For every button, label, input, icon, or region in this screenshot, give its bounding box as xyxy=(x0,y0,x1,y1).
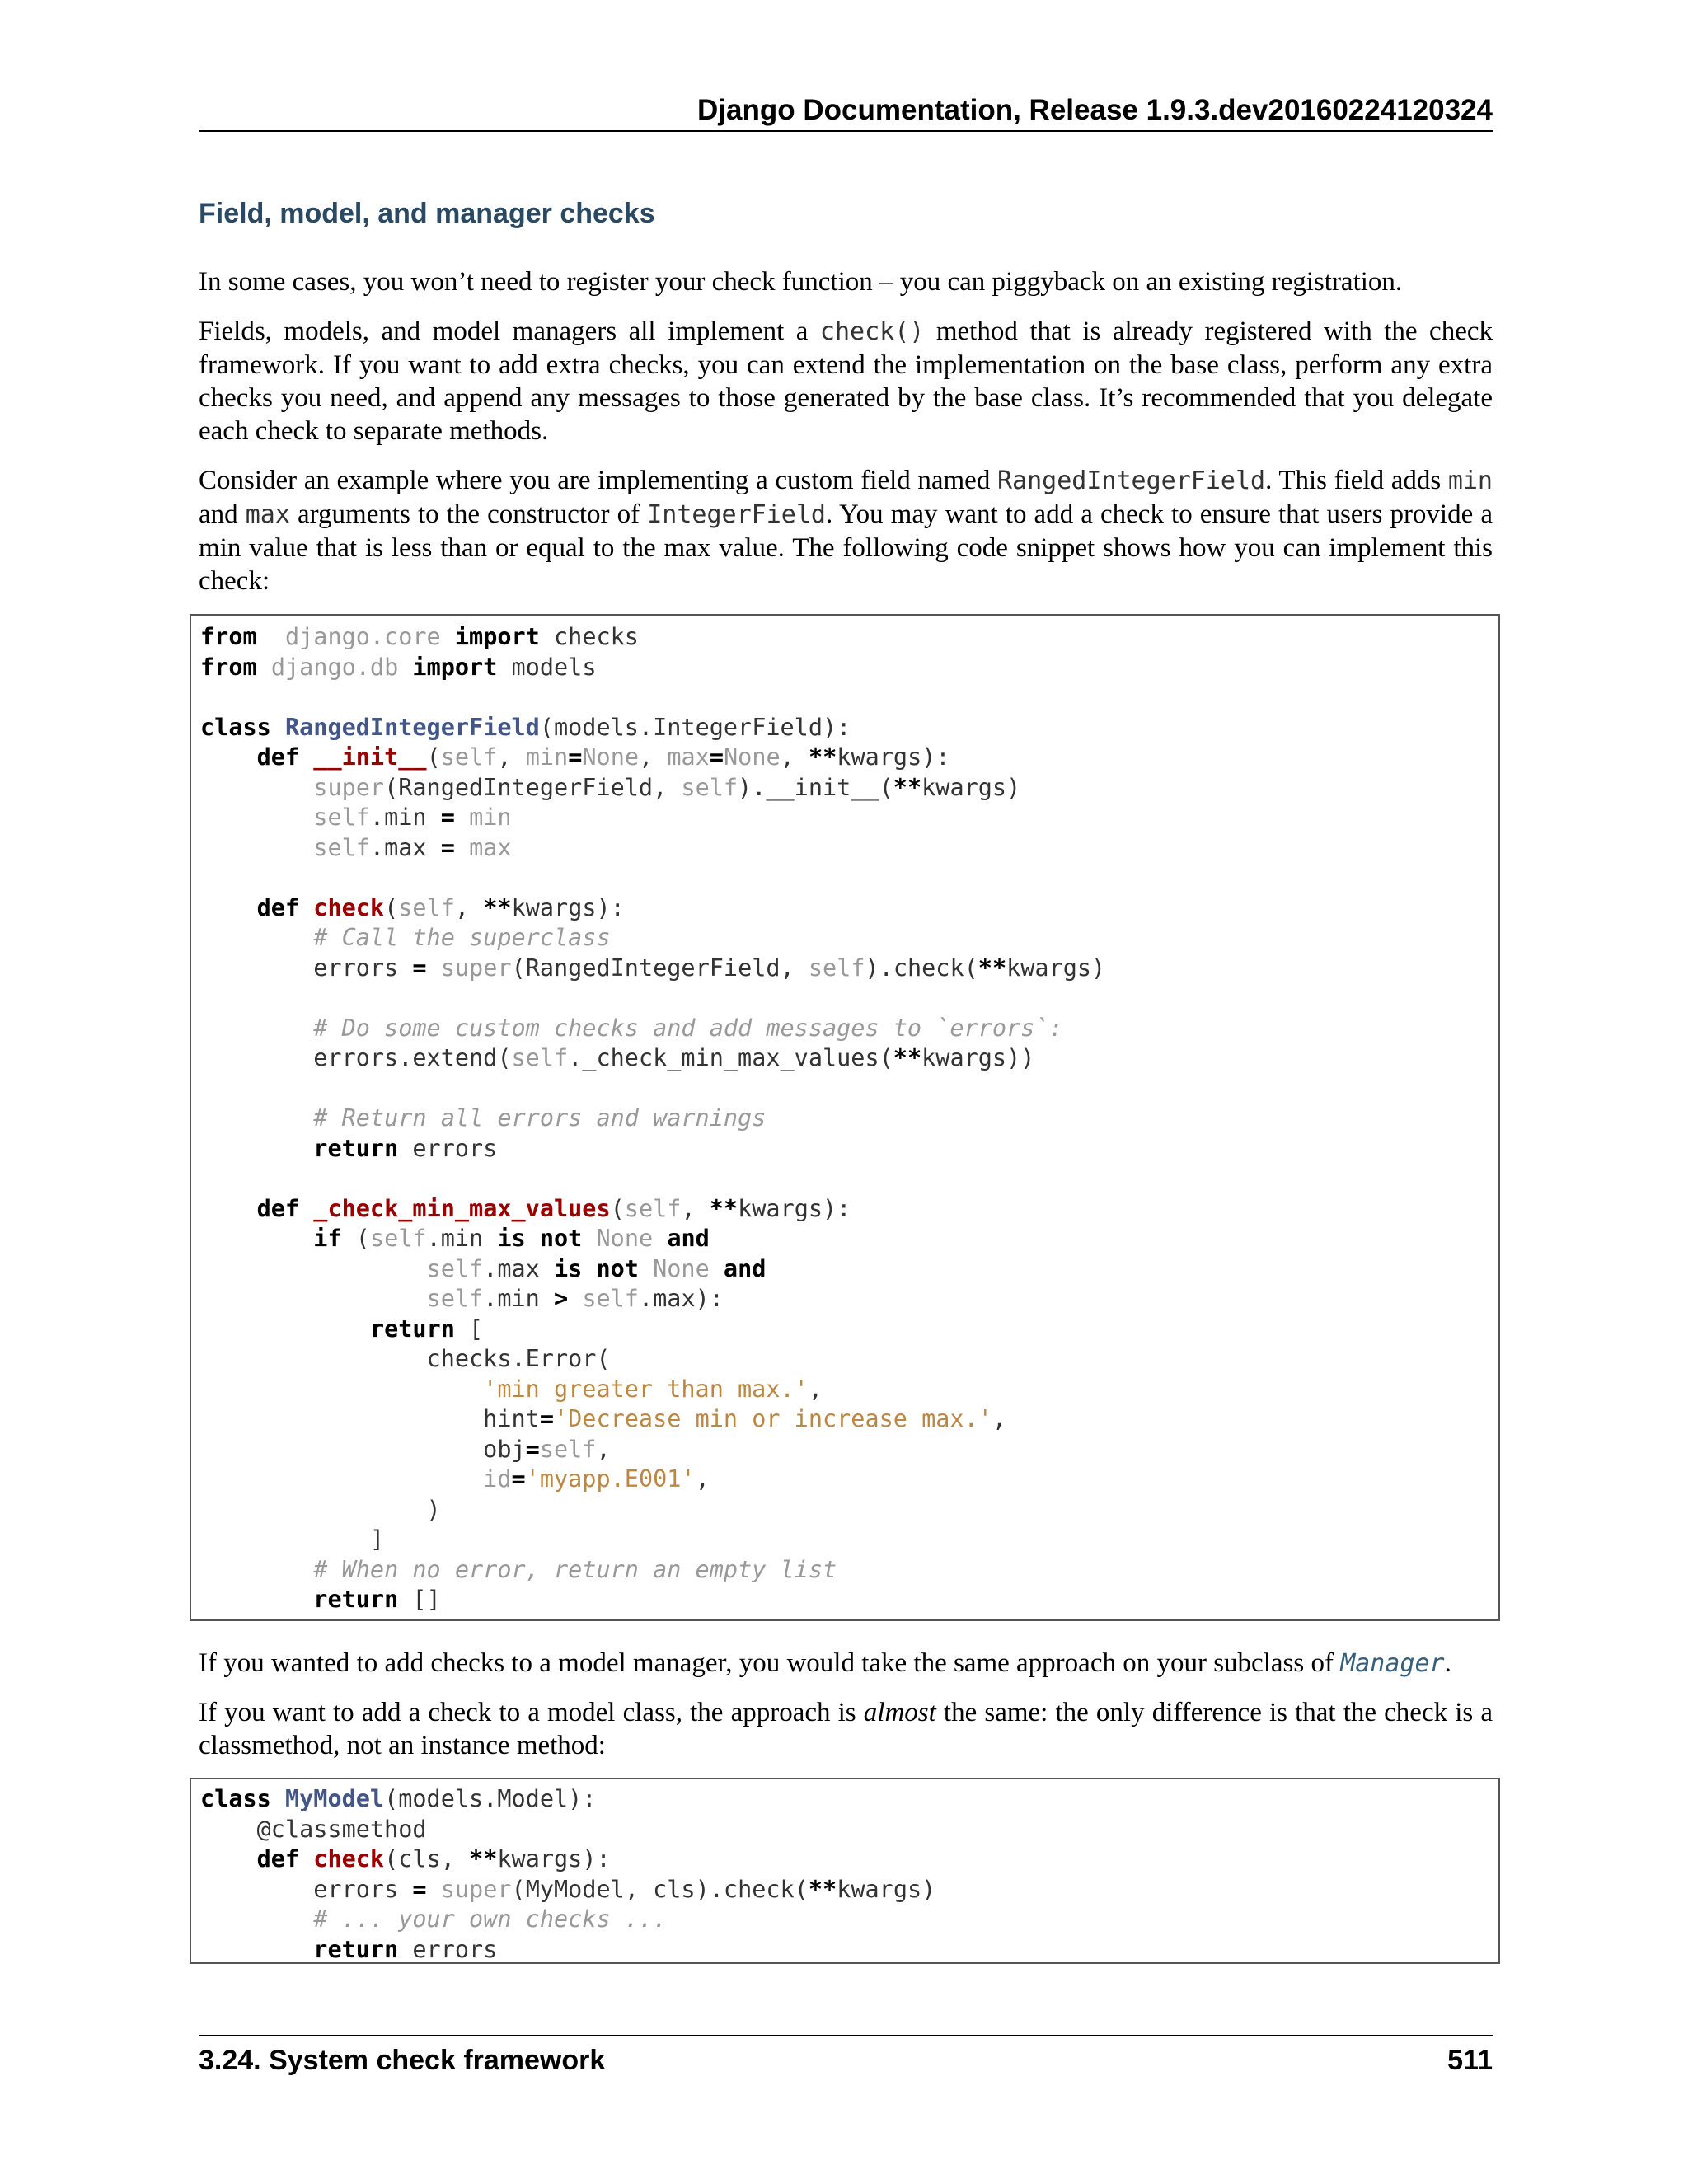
code-token: 'Decrease min or increase max.' xyxy=(553,1405,992,1432)
code-token: self xyxy=(313,804,370,831)
code-token: self xyxy=(539,1435,597,1463)
code-token: ._check_min_max_values( xyxy=(568,1044,893,1071)
code-token: errors.extend( xyxy=(200,1044,512,1071)
code-token: kwargs): xyxy=(738,1194,851,1222)
code-token: checks.Error( xyxy=(200,1345,611,1372)
manager-link[interactable]: Manager xyxy=(1340,1649,1445,1678)
code-line xyxy=(200,1104,1498,1134)
code-line xyxy=(200,1194,1498,1225)
paragraph-text: arguments to the constructor of xyxy=(289,499,648,529)
code-line xyxy=(200,653,1498,683)
paragraph-text: the same: the only difference is that the check is a classmethod, not an instance method: xyxy=(199,1698,1493,1760)
code-token: = xyxy=(525,1435,540,1463)
code-token: .max xyxy=(483,1254,554,1282)
code-token: , xyxy=(596,1435,611,1463)
code-token: is not xyxy=(497,1225,583,1252)
code-token xyxy=(200,1104,313,1132)
code-token: ** xyxy=(893,773,922,801)
paragraph-text: . You may want to add a check to ensure that users provide a min value that is less than or equal to the max value. The following code snippet shows how you can implement this check: xyxy=(199,499,1493,596)
code-token: 'myapp.E001' xyxy=(525,1465,696,1493)
code-line xyxy=(200,743,1498,773)
code-token xyxy=(639,1255,653,1282)
code-token: ** xyxy=(978,954,1007,982)
code-token: ** xyxy=(709,1194,738,1222)
code-token: return xyxy=(313,1935,399,1963)
code-token xyxy=(271,714,285,741)
code-line xyxy=(200,1905,1498,1935)
code-token: and xyxy=(667,1225,710,1252)
code-token: return xyxy=(369,1315,455,1343)
code-token xyxy=(200,1225,313,1252)
code-token: .max xyxy=(369,833,441,861)
code-block-my-model xyxy=(190,1778,1500,1964)
code-token: self xyxy=(624,1194,682,1222)
code-token: check xyxy=(313,893,385,921)
code-token: id xyxy=(483,1465,512,1493)
code-token: self xyxy=(313,833,370,861)
paragraph-text: Fields, models, and model managers all implement a xyxy=(199,316,820,346)
code-token: ] xyxy=(200,1526,385,1553)
code-line xyxy=(200,983,1498,1014)
code-token: errors xyxy=(398,1134,498,1162)
code-token xyxy=(200,774,313,801)
code-token xyxy=(271,1785,285,1812)
paragraph-example xyxy=(199,464,1493,598)
code-token: _check_min_max_values xyxy=(313,1194,611,1222)
code-line xyxy=(200,1844,1498,1875)
code-line xyxy=(200,954,1498,984)
code-token: checks xyxy=(539,623,639,650)
code-line xyxy=(200,893,1498,924)
code-token xyxy=(200,924,313,951)
code-token xyxy=(299,1195,313,1222)
code-line xyxy=(200,1465,1498,1495)
code-token: = xyxy=(412,1875,427,1903)
code-token: , xyxy=(454,893,484,921)
code-token: django.core xyxy=(284,623,441,650)
code-token: kwargs) xyxy=(837,1875,936,1903)
code-token: MyModel xyxy=(284,1785,385,1812)
code-token: = xyxy=(568,743,583,771)
code-token: import xyxy=(454,623,540,650)
code-token: super xyxy=(313,773,385,801)
code-token: .min xyxy=(426,1225,498,1252)
inline-code: check() xyxy=(819,317,925,346)
code-line xyxy=(200,863,1498,893)
code-line xyxy=(200,1164,1498,1194)
code-token xyxy=(200,894,257,921)
code-token: min xyxy=(525,743,569,771)
code-token xyxy=(200,1285,427,1312)
code-token xyxy=(200,743,257,771)
code-token: hint xyxy=(200,1405,540,1432)
code-line xyxy=(200,1404,1498,1435)
code-token: is not xyxy=(553,1254,639,1282)
code-token: 'min greater than max.' xyxy=(483,1375,809,1403)
code-line xyxy=(200,622,1498,653)
header-rule xyxy=(199,130,1493,132)
code-token: .min xyxy=(369,804,441,831)
paragraph-check-method xyxy=(199,315,1493,448)
code-token: def xyxy=(256,743,300,771)
code-token: (MyModel, cls).check( xyxy=(511,1875,809,1903)
code-token xyxy=(455,804,469,831)
code-token xyxy=(200,1556,313,1583)
code-token: # Return all errors and warnings xyxy=(313,1104,767,1132)
code-token: (models.IntegerField): xyxy=(539,713,851,741)
code-token: max xyxy=(667,743,710,771)
code-token: None xyxy=(582,743,640,771)
code-token: min xyxy=(469,804,512,831)
code-token: , xyxy=(695,1465,710,1493)
code-line xyxy=(200,1014,1498,1044)
code-token: def xyxy=(256,1194,300,1222)
code-token: # Call the superclass xyxy=(313,924,611,951)
code-token xyxy=(200,1845,257,1872)
code-line xyxy=(200,1555,1498,1586)
code-token: class xyxy=(200,713,271,741)
code-token: self xyxy=(808,954,865,982)
code-token: ).__init__( xyxy=(738,773,893,801)
paragraph-text: and xyxy=(199,499,246,529)
paragraph-model-class xyxy=(199,1696,1493,1762)
code-line xyxy=(200,1935,1498,1965)
code-line xyxy=(200,833,1498,864)
code-token: (models.Model): xyxy=(384,1785,597,1812)
code-token: # ... your own checks ... xyxy=(313,1905,668,1933)
code-token xyxy=(200,1255,427,1282)
code-token: ( xyxy=(610,1194,625,1222)
code-token: ( xyxy=(341,1225,370,1252)
code-token: ) xyxy=(200,1495,441,1523)
code-line xyxy=(200,682,1498,713)
code-line xyxy=(200,1525,1498,1555)
paragraph-text: If you wanted to add checks to a model manager, you would take the same approach on your subclass of xyxy=(199,1648,1341,1678)
code-token xyxy=(200,1376,483,1403)
code-token: ** xyxy=(893,1044,922,1071)
code-token: # When no error, return an empty list xyxy=(313,1555,837,1583)
code-line xyxy=(200,1344,1498,1375)
code-line xyxy=(200,773,1498,804)
code-token: .min xyxy=(483,1285,554,1312)
code-token: self xyxy=(426,1285,484,1312)
paragraph-manager xyxy=(199,1647,1493,1680)
code-token xyxy=(441,623,455,650)
code-token xyxy=(427,1876,441,1903)
code-token xyxy=(200,1936,313,1963)
code-token: self xyxy=(398,893,455,921)
code-token: obj xyxy=(200,1435,526,1463)
code-token: class xyxy=(200,1785,271,1812)
code-token: = xyxy=(709,743,724,771)
code-token: [] xyxy=(398,1586,441,1613)
paragraph-text: If you want to add a check to a model class, the approach is xyxy=(199,1698,864,1727)
code-token: = xyxy=(511,1465,526,1493)
code-token xyxy=(257,623,285,650)
code-token: (RangedIntegerField, xyxy=(511,954,809,982)
code-token: self xyxy=(440,743,498,771)
inline-code: min xyxy=(1447,466,1493,495)
code-line xyxy=(200,1495,1498,1526)
code-token: return xyxy=(313,1134,399,1162)
code-token: , xyxy=(681,1194,710,1222)
paragraph-text: . This field adds xyxy=(1265,466,1448,495)
code-token: super xyxy=(440,954,512,982)
footer-rule xyxy=(199,2035,1493,2036)
code-token: kwargs): xyxy=(837,743,950,771)
code-line xyxy=(200,713,1498,743)
inline-code: RangedIntegerField xyxy=(996,466,1266,495)
code-line xyxy=(200,1315,1498,1345)
code-line xyxy=(200,1074,1498,1104)
code-token: , xyxy=(808,1375,823,1403)
code-block-ranged-integer-field xyxy=(190,614,1500,1621)
code-token xyxy=(299,894,313,921)
code-token: @classmethod xyxy=(200,1815,427,1843)
code-token xyxy=(200,1315,370,1343)
code-token: ).check( xyxy=(865,954,978,982)
code-token: (cls, xyxy=(384,1845,470,1872)
code-token: def xyxy=(256,893,300,921)
code-token xyxy=(582,1225,596,1252)
code-token: RangedIntegerField xyxy=(284,713,540,741)
paragraph-text: . xyxy=(1444,1648,1451,1678)
code-token: django.db xyxy=(270,653,399,681)
code-token: , xyxy=(780,743,809,771)
code-token: None xyxy=(596,1225,654,1252)
code-token xyxy=(200,1135,313,1162)
code-token xyxy=(398,654,412,681)
code-token: ** xyxy=(483,893,512,921)
code-token: None xyxy=(653,1254,710,1282)
code-token xyxy=(200,1586,313,1613)
code-token: self xyxy=(369,1225,427,1252)
code-token xyxy=(299,1845,313,1872)
code-token xyxy=(568,1285,582,1312)
running-header: Django Documentation, Release 1.9.3.dev20160224120324 xyxy=(697,94,1493,126)
page-number: 511 xyxy=(1447,2045,1493,2076)
code-token xyxy=(653,1225,667,1252)
code-line xyxy=(200,923,1498,954)
code-token: ** xyxy=(808,743,837,771)
code-token xyxy=(455,834,469,861)
code-line xyxy=(200,1254,1498,1285)
code-token: return xyxy=(313,1586,399,1613)
code-token: .max): xyxy=(638,1285,724,1312)
code-token: and xyxy=(723,1254,767,1282)
paragraph-text: Consider an example where you are implementing a custom field named xyxy=(199,466,997,495)
code-token: from xyxy=(200,653,257,681)
code-token: = xyxy=(412,954,427,982)
paragraph-intro xyxy=(199,265,1493,298)
paragraph-text: In some cases, you won’t need to register your check function – you can piggyback on an existing registration. xyxy=(199,267,1403,297)
code-token: ( xyxy=(426,743,441,771)
code-token: if xyxy=(313,1225,342,1252)
code-line xyxy=(200,1875,1498,1905)
code-token: self xyxy=(511,1044,569,1071)
emphasis-text: almost xyxy=(863,1698,936,1727)
code-token: errors xyxy=(200,1875,413,1903)
code-token: = xyxy=(539,1405,554,1432)
section-title: Field, model, and manager checks xyxy=(199,198,655,229)
paragraph-text: method that is already registered with the check framework. If you want to add extra checks, you can extend the implementation on the base class, perform any extra checks you need, and append any messages to those generated by the base class. It’s recommended that you delegate each check to separate methods. xyxy=(199,316,1493,446)
code-token: check xyxy=(313,1845,385,1872)
code-token: self xyxy=(426,1254,484,1282)
inline-code: IntegerField xyxy=(647,500,826,529)
code-token: , xyxy=(497,743,526,771)
code-token xyxy=(427,954,441,982)
code-token: ** xyxy=(808,1875,837,1903)
code-token: kwargs) xyxy=(1006,954,1106,982)
code-token xyxy=(200,1905,313,1933)
code-token: kwargs) xyxy=(921,773,1021,801)
code-token: self xyxy=(681,773,738,801)
code-line xyxy=(200,1224,1498,1254)
code-token xyxy=(200,804,313,831)
code-token: , xyxy=(639,743,668,771)
code-token: errors xyxy=(200,954,413,982)
code-token: from xyxy=(200,623,257,650)
code-token: def xyxy=(256,1845,300,1872)
code-token: None xyxy=(724,743,781,771)
code-token: self xyxy=(582,1285,639,1312)
footer-section-title: 3.24. System check framework xyxy=(199,2045,606,2076)
code-token: > xyxy=(553,1285,569,1312)
code-token: = xyxy=(440,804,455,831)
code-token: ** xyxy=(469,1845,498,1872)
code-line xyxy=(200,1585,1498,1615)
code-line xyxy=(200,1134,1498,1165)
code-token xyxy=(257,654,271,681)
code-token: # Do some custom checks and add messages to `errors`: xyxy=(313,1014,1063,1042)
code-line xyxy=(200,1375,1498,1405)
code-token xyxy=(299,743,313,771)
code-token: import xyxy=(412,653,498,681)
inline-code: max xyxy=(245,500,290,529)
code-token: kwargs): xyxy=(497,1845,611,1872)
code-token: kwargs)) xyxy=(921,1044,1035,1071)
code-token xyxy=(200,1015,313,1042)
code-token: max xyxy=(469,833,512,861)
code-line xyxy=(200,1435,1498,1465)
code-token: [ xyxy=(454,1315,484,1343)
code-line xyxy=(200,1784,1498,1815)
code-token: ( xyxy=(384,893,399,921)
code-token: models xyxy=(497,653,597,681)
code-line xyxy=(200,1815,1498,1845)
code-token xyxy=(200,834,313,861)
code-token: kwargs): xyxy=(511,893,625,921)
code-line xyxy=(200,803,1498,833)
code-token: errors xyxy=(398,1935,498,1963)
code-line xyxy=(200,1284,1498,1315)
code-token: __init__ xyxy=(313,743,427,771)
code-token xyxy=(200,1195,257,1222)
code-token: super xyxy=(440,1875,512,1903)
code-line xyxy=(200,1043,1498,1074)
code-token: (RangedIntegerField, xyxy=(384,773,682,801)
code-token: , xyxy=(992,1405,1007,1432)
code-token xyxy=(710,1255,724,1282)
code-token xyxy=(200,1465,483,1493)
code-token: = xyxy=(440,833,455,861)
